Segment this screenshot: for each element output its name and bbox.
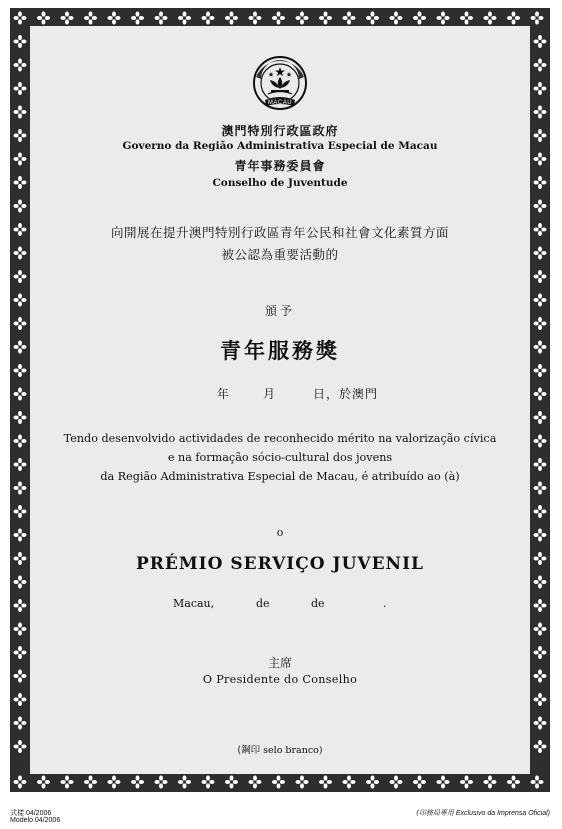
awarded-zh: 頒予: [264, 304, 295, 318]
border-ornament: [131, 12, 144, 25]
border-ornament: [14, 505, 27, 518]
border-ornament: [366, 12, 379, 25]
border-ornament: [225, 12, 238, 25]
award-title-zh: 青年服務獎: [220, 339, 340, 363]
border-ornament: [249, 12, 262, 25]
border-ornament: [534, 411, 547, 424]
border-ornament: [534, 82, 547, 95]
date-pt-end: .: [383, 597, 387, 610]
border-ornament: [534, 458, 547, 471]
border-ornament: [14, 270, 27, 283]
border-ornament: [14, 388, 27, 401]
border-ornament: [534, 693, 547, 706]
council-name-pt: Conselho de Juventude: [212, 177, 348, 189]
date-pt-de-2: de: [311, 597, 325, 610]
border-ornament: [531, 12, 544, 25]
border-ornament: [413, 776, 426, 789]
border-ornament: [534, 129, 547, 142]
article-o: o: [276, 526, 284, 539]
border-ornament: [534, 388, 547, 401]
border-ornament: [272, 776, 285, 789]
border-ornament: [366, 776, 379, 789]
border-ornament: [14, 223, 27, 236]
border-ornament: [14, 317, 27, 330]
border-ornament: [14, 776, 27, 789]
border-ornament: [390, 12, 403, 25]
border-ornament: [534, 646, 547, 659]
border-ornament: [14, 82, 27, 95]
border-ornament: [14, 458, 27, 471]
border-ornament: [131, 776, 144, 789]
date-pt-city: Macau,: [173, 597, 215, 610]
border-ornament: [84, 12, 97, 25]
border-ornament: [14, 341, 27, 354]
citation-zh-line-1: 向開展在提升澳門特別行政區青年公民和社會文化素質方面: [110, 225, 449, 240]
date-zh-year: 年: [217, 387, 230, 401]
border-ornament: [14, 576, 27, 589]
border-ornament: [14, 12, 27, 25]
border-ornament: [534, 200, 547, 213]
border-ornament: [14, 129, 27, 142]
president-title-zh: 主席: [267, 656, 292, 670]
border-ornament: [178, 12, 191, 25]
president-title-pt: O Presidente do Conselho: [202, 673, 358, 686]
border-ornament: [202, 12, 215, 25]
border-ornament: [14, 529, 27, 542]
border-ornament: [61, 12, 74, 25]
border-ornament: [14, 740, 27, 753]
border-ornament: [534, 106, 547, 119]
model-number-pt: Modelo 04/2006: [10, 817, 61, 824]
date-zh-month: 月: [263, 387, 276, 401]
macau-emblem: [250, 56, 310, 112]
border-ornament: [534, 552, 547, 565]
seal-note: [30, 742, 530, 756]
border-ornament: [14, 35, 27, 48]
border-ornament: [14, 247, 27, 260]
border-ornament: [14, 411, 27, 424]
border-ornament: [534, 740, 547, 753]
border-ornament: [14, 294, 27, 307]
border-ornament: [84, 776, 97, 789]
citation-pt-line-2: e na formação sócio-cultural dos jovens: [167, 451, 393, 464]
printing-note: [416, 808, 550, 818]
border-ornament: [14, 153, 27, 166]
border-ornament: [507, 776, 520, 789]
border-ornament: [296, 12, 309, 25]
border-ornament: [14, 59, 27, 72]
border-ornament: [534, 341, 547, 354]
border-ornament: [534, 247, 547, 260]
citation-pt-line-3: da Região Administrativa Especial de Macau, é atribuído ao (à): [100, 470, 460, 483]
border-ornament: [108, 12, 121, 25]
border-ornament: [534, 317, 547, 330]
date-zh-day: 日，於澳門: [313, 387, 379, 401]
border-ornament: [343, 776, 356, 789]
border-ornament: [534, 623, 547, 636]
border-ornament: [14, 552, 27, 565]
border-ornament: [249, 776, 262, 789]
border-ornament: [14, 646, 27, 659]
border-ornament: [61, 776, 74, 789]
citation-pt-line-1: Tendo desenvolvido actividades de reconhecido mérito na valorização cívica: [63, 432, 497, 445]
seal-note-pt: selo branco): [263, 745, 323, 756]
border-ornament: [14, 200, 27, 213]
border-ornament: [460, 776, 473, 789]
border-ornament: [534, 599, 547, 612]
government-name-pt: Governo da Região Administrativa Especial de Macau: [122, 140, 438, 152]
border-ornament: [534, 670, 547, 683]
model-number-zh: 式樣 04/2006: [10, 810, 52, 817]
seal-note-zh: (鋼印: [237, 745, 261, 756]
border-ornament: [14, 364, 27, 377]
border-ornament: [534, 270, 547, 283]
printing-note-pt: Exclusivo da Imprensa Oficial): [455, 810, 550, 817]
border-ornament: [319, 776, 332, 789]
border-ornament: [534, 717, 547, 730]
border-ornament: [14, 176, 27, 189]
border-ornament: [534, 59, 547, 72]
border-ornament: [14, 599, 27, 612]
border-ornament: [437, 12, 450, 25]
border-ornament: [296, 776, 309, 789]
border-ornament: [108, 776, 121, 789]
award-title-pt: PRÉMIO SERVIÇO JUVENIL: [136, 554, 424, 574]
border-ornament: [202, 776, 215, 789]
citation-zh-line-2: 被公認為重要活動的: [221, 247, 339, 262]
border-ornament: [484, 12, 497, 25]
border-ornament: [534, 529, 547, 542]
border-ornament: [14, 717, 27, 730]
border-ornament: [272, 12, 285, 25]
border-ornament: [178, 776, 191, 789]
border-ornament: [534, 435, 547, 448]
emblem-ring-text: MACAU: [267, 100, 293, 106]
border-ornament: [14, 623, 27, 636]
border-ornament: [534, 223, 547, 236]
border-ornament: [531, 776, 544, 789]
border-ornament: [534, 294, 547, 307]
date-pt-de-1: de: [256, 597, 270, 610]
border-ornament: [534, 176, 547, 189]
border-ornament: [507, 12, 520, 25]
border-ornament: [534, 576, 547, 589]
border-ornament: [534, 153, 547, 166]
border-ornament: [534, 35, 547, 48]
border-ornament: [534, 482, 547, 495]
border-ornament: [14, 106, 27, 119]
border-ornament: [155, 776, 168, 789]
border-ornament: [37, 12, 50, 25]
border-ornament: [14, 670, 27, 683]
border-ornament: [343, 12, 356, 25]
border-ornament: [534, 505, 547, 518]
border-ornament: [534, 364, 547, 377]
government-name-zh: 澳門特別行政區政府: [221, 124, 339, 138]
border-ornament: [14, 693, 27, 706]
border-ornament: [225, 776, 238, 789]
border-ornament: [484, 776, 497, 789]
border-ornament: [437, 776, 450, 789]
printing-note-zh: (印務局專用: [416, 809, 454, 817]
border-ornament: [14, 482, 27, 495]
border-ornament: [460, 12, 473, 25]
border-ornament: [14, 435, 27, 448]
border-ornament: [413, 12, 426, 25]
border-ornament: [155, 12, 168, 25]
border-ornament: [37, 776, 50, 789]
border-ornament: [390, 776, 403, 789]
council-name-zh: 青年事務委員會: [234, 159, 326, 173]
border-ornament: [319, 12, 332, 25]
